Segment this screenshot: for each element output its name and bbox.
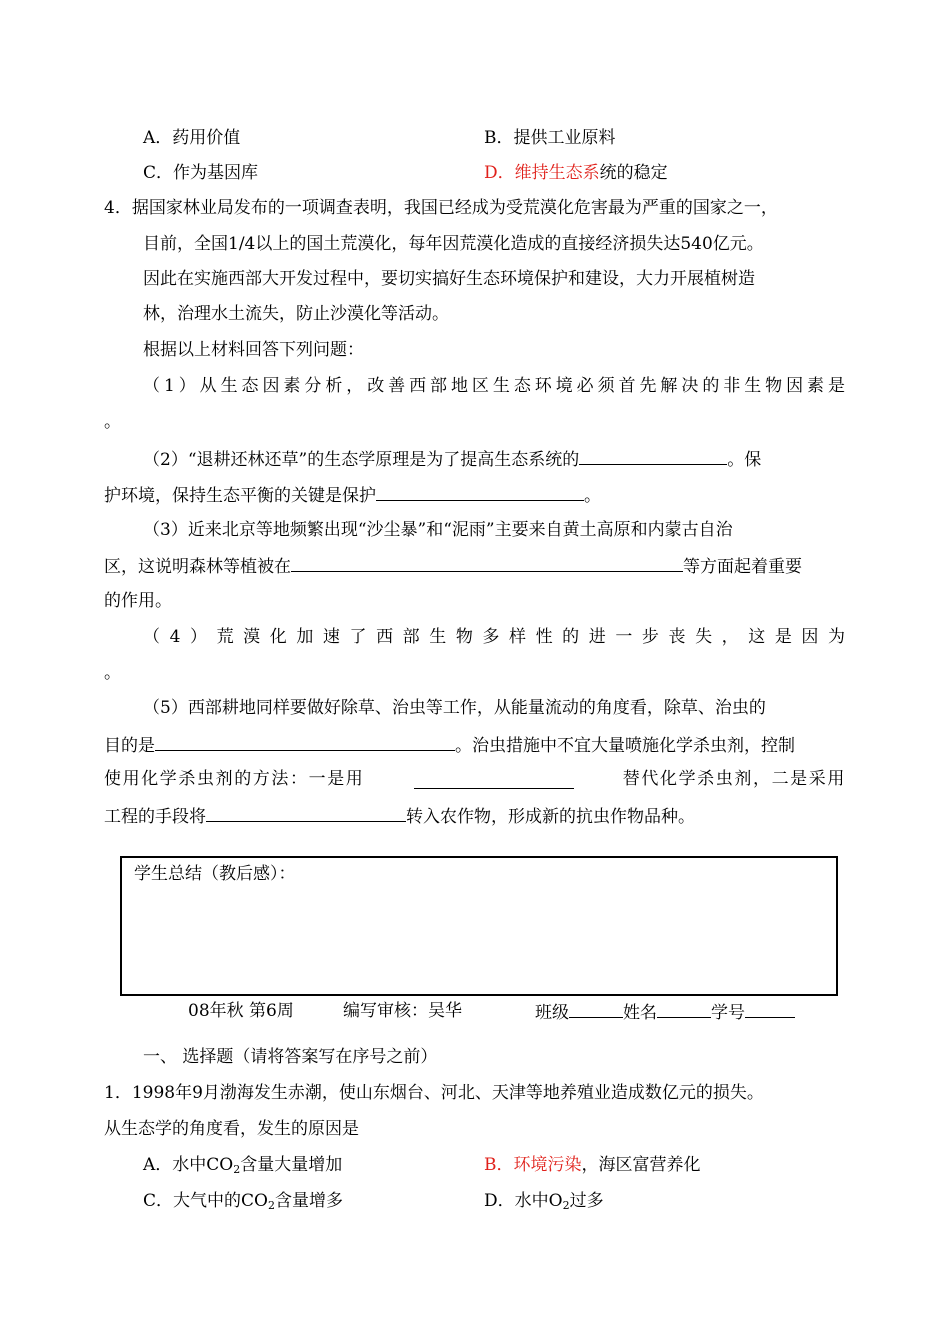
- q1-option-a-sub: 2: [233, 1163, 241, 1176]
- q4-part-5: （5）西部耕地同样要做好除草、治虫等工作，从能量流动的角度看，除草、治虫的: [143, 698, 766, 718]
- option-c: C．作为基因库: [143, 163, 259, 183]
- q1-option-c-sub: 2: [267, 1199, 275, 1212]
- q1-option-c-pre: C．大气中的CO: [143, 1191, 268, 1211]
- q4-part-4: （4）荒漠化加速了西部生物多样性的进一步丧失，这是因为: [143, 627, 845, 647]
- name-blank[interactable]: [657, 999, 711, 1018]
- editor-label: 编写审核：吴华: [343, 1001, 462, 1021]
- summary-box[interactable]: [120, 856, 838, 996]
- q1-option-b: [484, 1153, 701, 1177]
- answer-blank[interactable]: [376, 482, 584, 501]
- q1-line-1: 1．1998年9月渤海发生赤潮，使山东烟台、河北、天津等地养殖业造成数亿元的损失。: [104, 1083, 764, 1103]
- q4-part-3-text-b: 区，这说明森林等植被在: [104, 557, 291, 577]
- q4-part-1: （1）从生态因素分析，改善西部地区生态环境必须首先解决的非生物因素是: [143, 376, 845, 396]
- q4-part-3: （3）近来北京等地频繁出现“沙尘暴”和“泥雨”主要来自黄土高原和内蒙古自治: [143, 520, 733, 540]
- q4-part-3-text-c: 等方面起着重要: [683, 557, 802, 577]
- number-blank[interactable]: [745, 999, 795, 1018]
- q1-option-a-post: 含量大量增加: [240, 1155, 343, 1175]
- name-label: 姓名: [623, 1003, 657, 1023]
- number-label: 学号: [711, 1003, 745, 1023]
- class-label: 班级: [535, 1003, 569, 1023]
- q4-part-2-text-a: （2）“退耕还林还草”的生态学原理是为了提高生态系统的: [143, 450, 580, 470]
- q1-option-d-post: 过多: [569, 1191, 604, 1211]
- q4-part-2-text-c: 护环境，保持生态平衡的关键是保护: [104, 486, 376, 506]
- q1-option-a: [143, 1153, 342, 1177]
- q1-option-b-highlight: B．环境污染: [484, 1155, 582, 1175]
- q4-part-5-text-g: 转入农作物，形成新的抗虫作物品种。: [406, 807, 695, 827]
- option-d-rest: 统的稳定: [599, 163, 668, 183]
- q4-part-5-line-2: [104, 732, 795, 758]
- option-a: A．药用价值: [143, 128, 241, 148]
- q4-part-5-text-d: 使用化学杀虫剂的方法：一是用: [104, 769, 365, 789]
- q1-option-b-rest: ，海区富营养化: [581, 1155, 701, 1175]
- q4-part-5-text-c: 。治虫措施中不宜大量喷施化学杀虫剂，控制: [455, 736, 795, 756]
- q1-option-c-post: 含量增多: [274, 1191, 343, 1211]
- answer-blank[interactable]: [206, 803, 406, 822]
- summary-label: 学生总结（教后感）：: [134, 864, 296, 884]
- q4-part-1-end: 。: [104, 412, 121, 432]
- q4-part-5-line-4: [104, 803, 695, 829]
- q1-option-a-pre: A．水中CO: [143, 1155, 234, 1175]
- q1-option-c: [143, 1189, 343, 1213]
- q4-part-5-line-3: [104, 767, 846, 791]
- q1-option-d: [484, 1189, 604, 1213]
- q1-option-d-sub: 2: [562, 1199, 570, 1212]
- q4-part-2: [143, 446, 761, 472]
- q4-line-2: 目前，全国1/4以上的国土荒漠化，每年因荒漠化造成的直接经济损失达540亿元。: [143, 234, 764, 254]
- q4-part-5-text-b: 目的是: [104, 736, 155, 756]
- q4-part-3-line-2: [104, 553, 802, 579]
- q4-line-1: 4．据国家林业局发布的一项调查表明，我国已经成为受荒漠化危害最为严重的国家之一，: [104, 198, 778, 218]
- q4-line-3: 因此在实施西部大开发过程中，要切实搞好生态环境保护和建设，大力开展植树造: [143, 269, 755, 289]
- q4-part-2-text-d: 。: [584, 486, 601, 506]
- q4-part-4-end: 。: [104, 663, 121, 683]
- option-b: B．提供工业原料: [484, 128, 616, 148]
- q4-part-2-text-b: 。保: [727, 450, 762, 470]
- q4-line-4: 林，治理水土流失，防止沙漠化等活动。: [143, 304, 449, 324]
- option-d: [484, 161, 668, 185]
- q4-line-5: 根据以上材料回答下列问题：: [143, 340, 364, 360]
- q1-line-2: 从生态学的角度看，发生的原因是: [104, 1119, 359, 1139]
- student-info: [535, 999, 795, 1025]
- q4-part-5-text-e: 替代化学杀虫剂，二是采用: [622, 769, 846, 789]
- q1-option-d-pre: D．水中O: [484, 1191, 563, 1211]
- class-blank[interactable]: [569, 999, 623, 1018]
- q4-part-3-line-3: 的作用。: [104, 591, 172, 611]
- section-title: 一、 选择题（请将答案写在序号之前）: [143, 1047, 438, 1067]
- q4-part-5-text-f: 工程的手段将: [104, 807, 206, 827]
- answer-blank[interactable]: [414, 770, 574, 789]
- answer-blank[interactable]: [579, 446, 727, 465]
- option-d-highlight: D．维持生态系: [484, 163, 600, 183]
- answer-blank[interactable]: [155, 732, 455, 751]
- week-label: 08年秋 第6周: [188, 1001, 294, 1021]
- answer-blank[interactable]: [291, 553, 683, 572]
- q4-part-2-line-2: [104, 482, 601, 508]
